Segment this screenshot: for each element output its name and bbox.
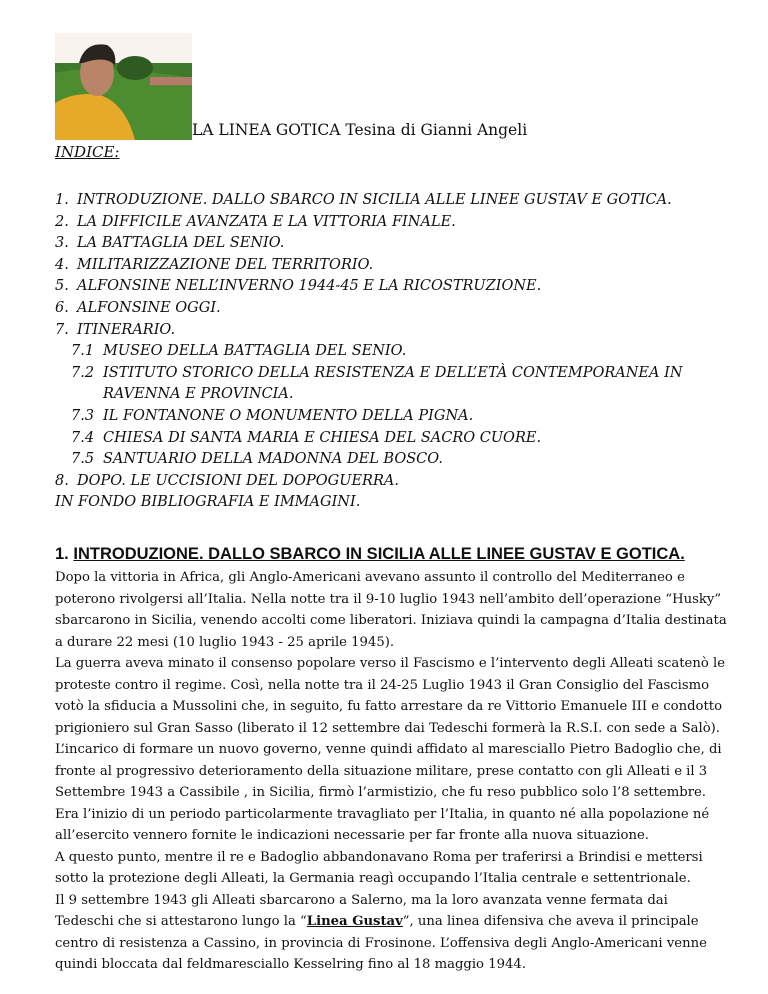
body-line: Era l’inizio di un periodo particolarmente travagliato per l’Italia, in quanto né alla popolazione né: [55, 806, 710, 822]
body-line: sotto la protezione degli Alleati, la Germania reagì occupando l’Italia centrale e settentrionale.: [55, 871, 691, 886]
body-line: L’incarico di formare un nuovo governo, venne quindi affidato al maresciallo Pietro Badoglio che, di: [55, 742, 722, 757]
toc-number: 7.3: [71, 407, 95, 424]
toc-text: MILITARIZZAZIONE DEL TERRITORIO.: [77, 256, 374, 273]
toc-number: 7.: [55, 321, 69, 338]
body-line: quindi bloccata dal feldmaresciallo Kesselring fino al 18 maggio 1944.: [55, 957, 526, 972]
toc-item[interactable]: [55, 276, 683, 298]
toc-subitem[interactable]: [55, 406, 683, 428]
body-line: sbarcarono in Sicilia, venendo accolti come liberatori. Iniziava quindi la campagna d’Italia destinata: [55, 613, 727, 628]
toc-item[interactable]: [55, 233, 683, 255]
section-number: 1.: [55, 545, 74, 563]
body-line: A questo punto, mentre il re e Badoglio abbandonavano Roma per traferirsi a Brindisi e mettersi: [55, 849, 703, 865]
toc-number: 4.: [55, 256, 69, 273]
body-text: Tedeschi che si attestarono lungo la “: [55, 914, 307, 929]
toc-text: INTRODUZIONE. DALLO SBARCO IN SICILIA ALLE LINEE GUSTAV E GOTICA.: [77, 192, 672, 208]
toc-subitem-continuation: [55, 384, 683, 406]
section-heading: [55, 545, 685, 564]
body-line: Settembre 1943 a Cassibile , in Sicilia, firmò l’armistizio, che fu reso pubblico solo l’8 settembre.: [55, 785, 706, 800]
toc-number: 7.4: [71, 429, 95, 446]
body-line: La guerra aveva minato il consenso popolare verso il Fascismo e l’intervento degli Alleati scatenò le: [55, 656, 725, 671]
toc-text: ALFONSINE NELL’INVERNO 1944-45 E LA RICOSTRUZIONE.: [77, 278, 542, 295]
body-text: ”, una linea difensiva che aveva il principale: [402, 914, 699, 929]
body-line: centro di resistenza a Cassino, in provincia di Frosinone. L’offensiva degli Anglo-Americani venne: [55, 935, 707, 951]
toc-number: 3.: [55, 235, 69, 252]
toc-number: 1.: [55, 192, 69, 208]
toc-text: LA DIFFICILE AVANZATA E LA VITTORIA FINALE.: [77, 213, 456, 230]
toc-number: 7.1: [71, 343, 95, 360]
body-line: a durare 22 mesi (10 luglio 1943 - 25 aprile 1945).: [55, 634, 395, 650]
body-line: votò la sfiducia a Mussolini che, in seguito, fu fatto arrestare da re Vittorio Emanuele III e condotto: [55, 699, 723, 714]
document-title: LA LINEA GOTICA Tesina di Gianni Angeli: [192, 121, 528, 139]
toc-subitem[interactable]: [55, 341, 683, 363]
toc-number: 2.: [55, 213, 69, 230]
toc-text: ISTITUTO STORICO DELLA RESISTENZA E DELL’ETÀ CONTEMPORANEA IN: [103, 364, 683, 381]
toc-item[interactable]: [55, 212, 683, 234]
toc-number: 6.: [55, 299, 69, 316]
body-line: [55, 911, 745, 933]
toc-number: 5.: [55, 278, 69, 295]
toc-text: DOPO. LE UCCISIONI DEL DOPOGUERRA.: [77, 472, 399, 489]
toc-subitem[interactable]: [55, 363, 683, 385]
toc-number: 7.5: [71, 451, 95, 468]
toc-item[interactable]: [55, 298, 683, 320]
body-line: Dopo la vittoria in Africa, gli Anglo-Americani avevano assunto il controllo del Mediterraneo e: [55, 570, 685, 585]
toc-text: ITINERARIO.: [77, 321, 176, 338]
section-title: INTRODUZIONE. DALLO SBARCO IN SICILIA ALLE LINEE GUSTAV E GOTICA.: [73, 545, 685, 563]
section-body: [55, 567, 745, 976]
author-photo: [55, 33, 192, 140]
body-line: prigioniero sul Gran Sasso (liberato il 12 settembre dai Tedeschi formerà la R.S.I. con sede a Salò).: [55, 720, 720, 736]
toc-item[interactable]: [55, 255, 683, 277]
toc-text: RAVENNA E PROVINCIA.: [103, 386, 294, 403]
body-line: proteste contro il regime. Così, nella notte tra il 24-25 Luglio 1943 il Gran Consiglio del Fascismo: [55, 677, 710, 693]
body-line: Il 9 settembre 1943 gli Alleati sbarcarono a Salerno, ma la loro avanzata venne fermata dai: [55, 892, 668, 908]
toc-text: MUSEO DELLA BATTAGLIA DEL SENIO.: [103, 343, 407, 360]
body-line: poterono rivolgersi all’Italia. Nella notte tra il 9-10 luglio 1943 nell’ambito dell’operazione “Husky”: [55, 591, 722, 607]
index-heading: INDICE:: [55, 143, 120, 161]
toc-number: 7.2: [71, 364, 95, 381]
toc-subitem[interactable]: [55, 428, 683, 450]
body-line: all’esercito vennero fornite le indicazioni necessarie per far fronte alla nuova situazione.: [55, 828, 649, 843]
toc-text: LA BATTAGLIA DEL SENIO.: [77, 235, 285, 252]
toc-item[interactable]: [55, 320, 683, 342]
toc-subitem[interactable]: [55, 449, 683, 471]
toc-item[interactable]: [55, 471, 683, 493]
toc-item[interactable]: [55, 492, 683, 514]
toc-text: SANTUARIO DELLA MADONNA DEL BOSCO.: [103, 451, 443, 468]
body-line: fronte al progressivo deterioramento della situazione militare, prese contatto con gli Alleati e il 3: [55, 763, 708, 779]
toc-text: IN FONDO BIBLIOGRAFIA E IMMAGINI.: [55, 494, 361, 511]
toc-item[interactable]: [55, 190, 683, 212]
linea-gustav-link[interactable]: Linea Gustav: [306, 914, 403, 929]
toc-number: 8.: [55, 472, 69, 489]
toc-text: ALFONSINE OGGI.: [77, 299, 221, 316]
table-of-contents: [55, 190, 683, 514]
toc-text: CHIESA DI SANTA MARIA E CHIESA DEL SACRO CUORE.: [103, 429, 542, 446]
toc-text: IL FONTANONE O MONUMENTO DELLA PIGNA.: [103, 407, 474, 424]
